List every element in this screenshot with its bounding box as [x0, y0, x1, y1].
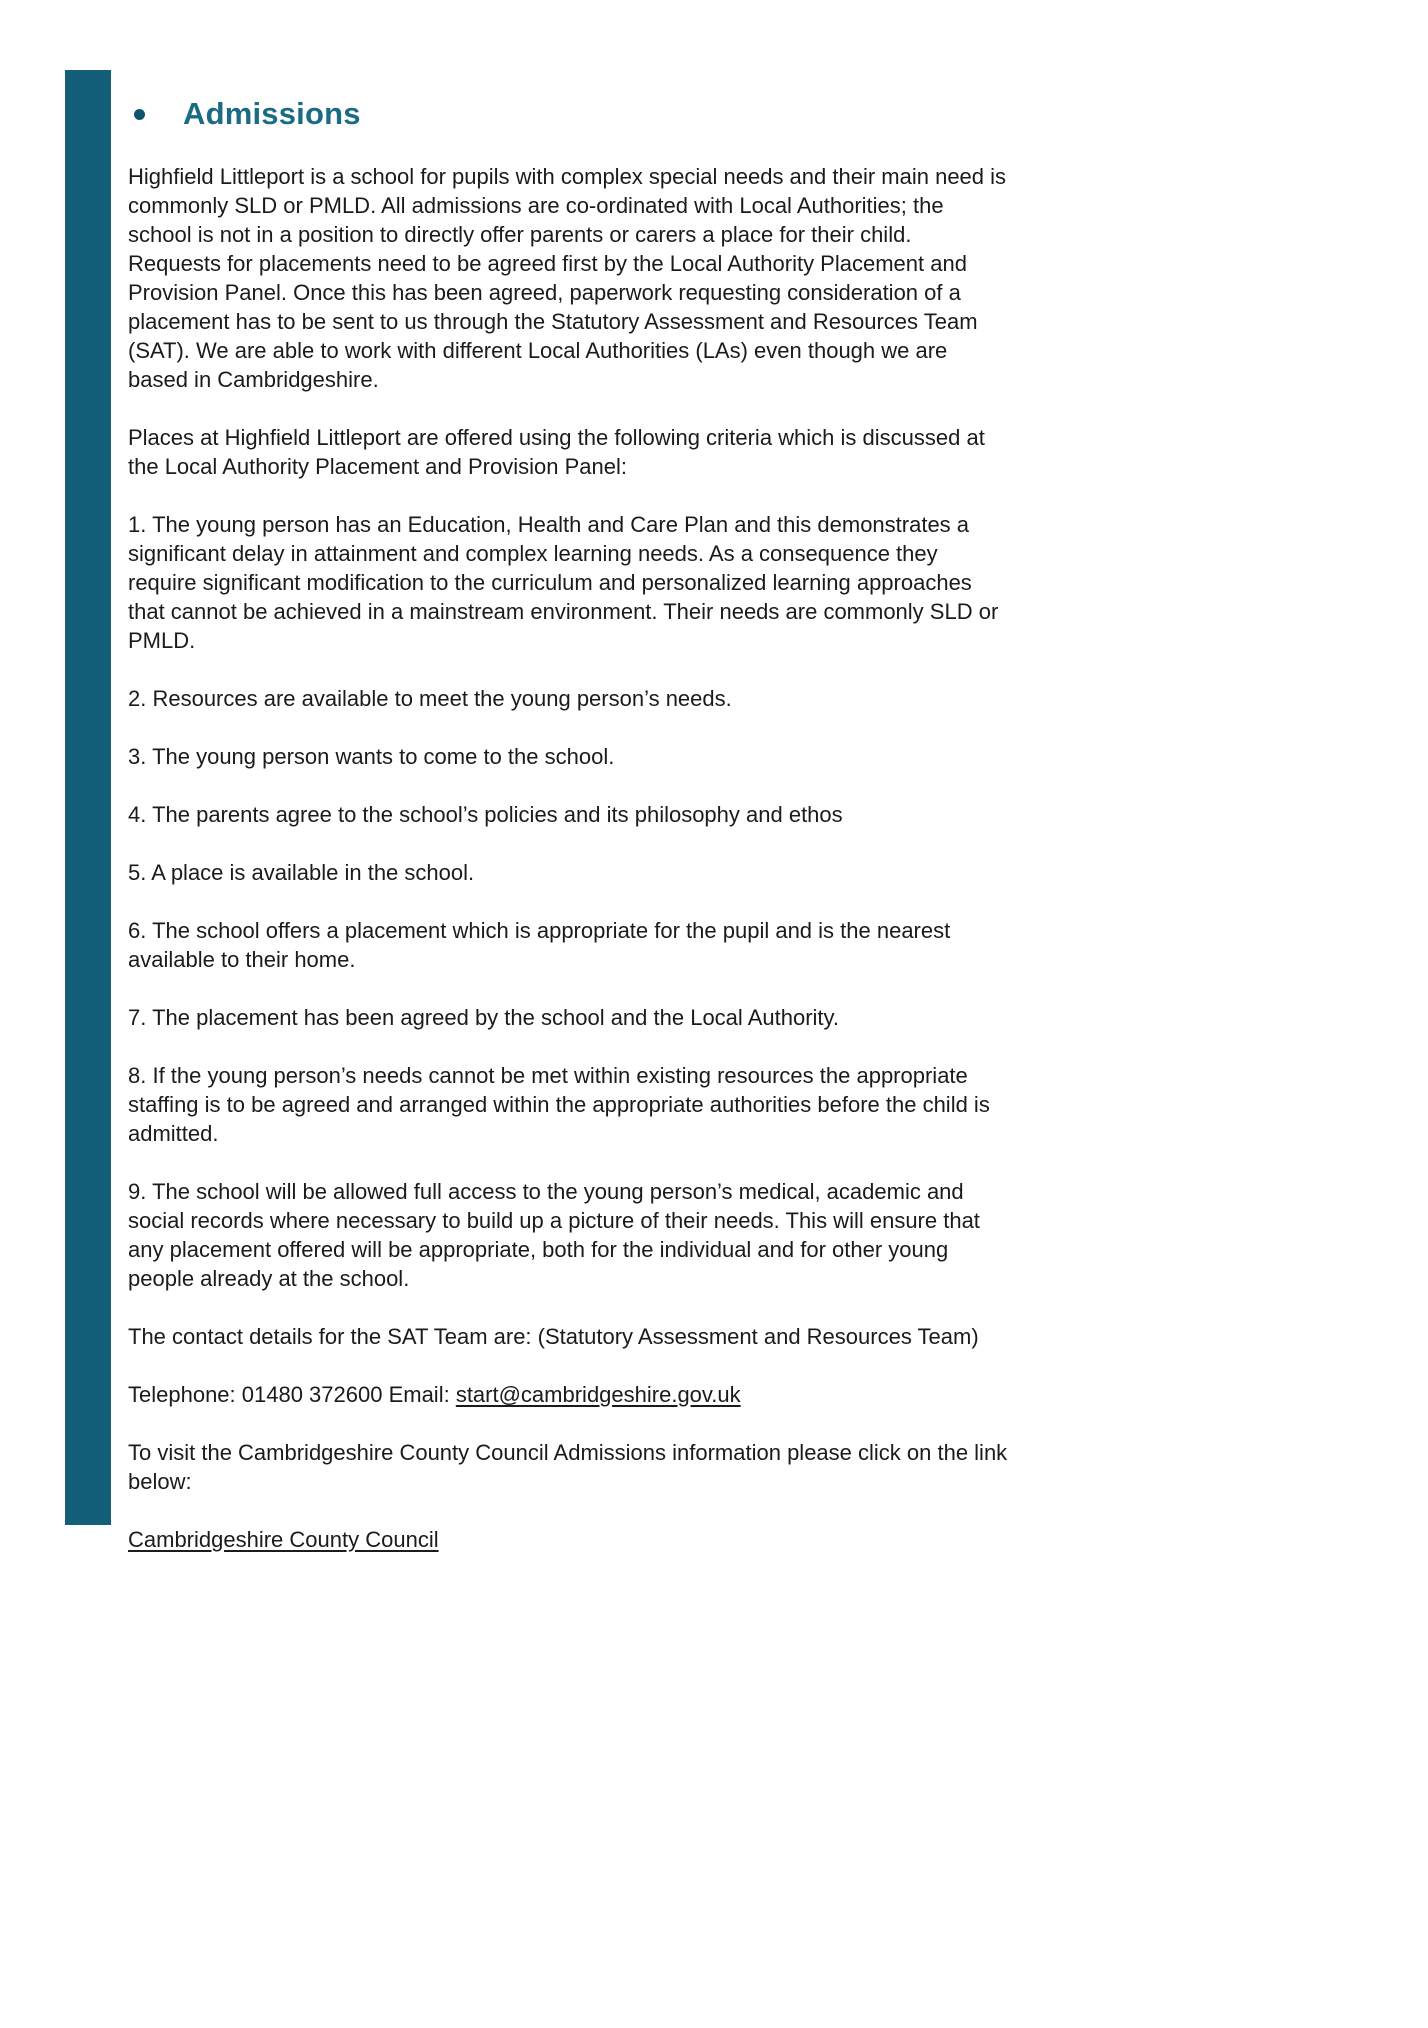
- criterion-8: 8. If the young person’s needs cannot be met within existing resources the appropriate staffing is to be agreed and arranged within the appropriate authorities before the child is admitted.: [128, 1063, 990, 1146]
- criterion-6: 6. The school offers a placement which is appropriate for the pupil and is the nearest available to their home.: [128, 918, 951, 972]
- accent-sidebar-bar: [65, 70, 111, 1525]
- visit-info-paragraph: To visit the Cambridgeshire County Council Admissions information please click on the link below:: [128, 1440, 1008, 1494]
- intro-paragraph: Highfield Littleport is a school for pupils with complex special needs and their main need is commonly SLD or PMLD. All admissions are co-ordinated with Local Authorities; the school is not in a position to directly offer parents or carers a place for their child. Requests for placements need to be agreed first by the Local Authority Placement and Provision Panel. Once this has been agreed, paperwork requesting consideration of a placement has to be sent to us through the Statutory Assessment and Resources Team (SAT). We are able to work with different Local Authorities (LAs) even though we are based in Cambridgeshire.: [128, 164, 1007, 392]
- criteria-intro-paragraph: Places at Highfield Littleport are offered using the following criteria which is discussed at the Local Authority Placement and Provision Panel:: [128, 425, 985, 479]
- telephone-email-line: [128, 1380, 1008, 1409]
- section-heading: Admissions: [183, 96, 361, 131]
- council-link[interactable]: Cambridgeshire County Council: [128, 1527, 439, 1552]
- criterion-4: 4. The parents agree to the school’s policies and its philosophy and ethos: [128, 802, 843, 827]
- criterion-1: 1. The young person has an Education, Health and Care Plan and this demonstrates a significant delay in attainment and complex learning needs. As a consequence they require significant modification to the curriculum and personalized learning approaches that cannot be achieved in a mainstream environment. Their needs are commonly SLD or PMLD.: [128, 512, 999, 653]
- criterion-2: 2. Resources are available to meet the young person’s needs.: [128, 686, 732, 711]
- council-link-paragraph: [128, 1525, 1008, 1554]
- telephone-text: Telephone: 01480 372600 Email:: [128, 1382, 456, 1407]
- document-body: [128, 96, 1008, 1554]
- criterion-7: 7. The placement has been agreed by the school and the Local Authority.: [128, 1005, 840, 1030]
- criterion-5: 5. A place is available in the school.: [128, 860, 475, 885]
- criterion-3: 3. The young person wants to come to the school.: [128, 744, 615, 769]
- sat-contact-paragraph: The contact details for the SAT Team are: (Statutory Assessment and Resources Team): [128, 1324, 979, 1349]
- criterion-9: 9. The school will be allowed full access to the young person’s medical, academic and social records where necessary to build up a picture of their needs. This will ensure that any placement offered will be appropriate, both for the individual and for other young people already at the school.: [128, 1179, 980, 1291]
- bullet-icon: [134, 109, 145, 120]
- section-heading-row: [128, 96, 1008, 132]
- email-link[interactable]: start@cambridgeshire.gov.uk: [455, 1382, 741, 1407]
